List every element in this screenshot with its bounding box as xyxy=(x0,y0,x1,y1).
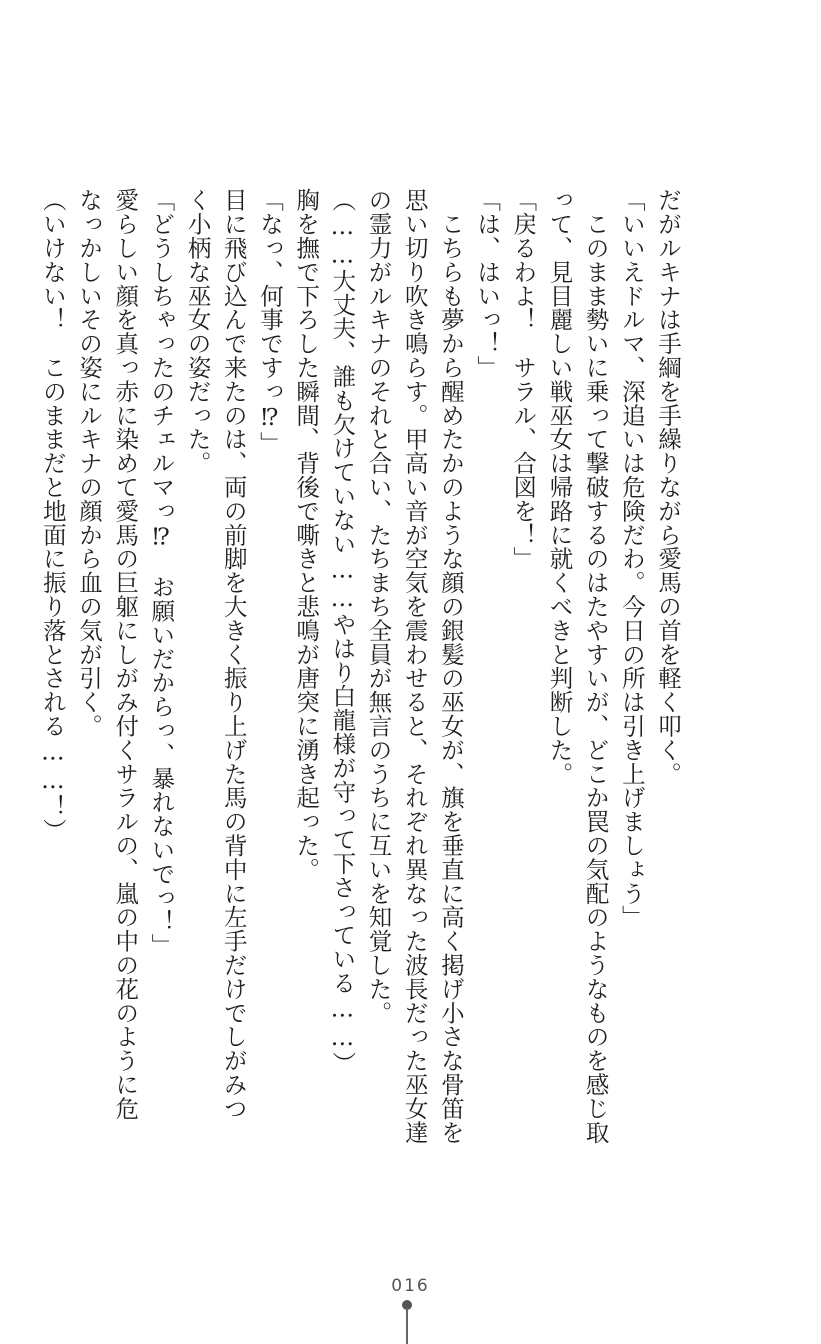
text-line: く小柄な巫女の姿だった。 xyxy=(183,188,212,475)
text-line: だがルキナは手綱を手繰りながら愛馬の首を軽く叩く。 xyxy=(654,188,682,786)
text-line: 愛らしい顔を真っ赤に染めて愛馬の巨躯にしがみ付くサラルの、嵐の中の花のように危 xyxy=(111,188,140,1121)
text-line: 「どうしちゃったのチェルマっ⁉ お願いだからっ、暴れないでっ！」 xyxy=(147,188,176,958)
text-line: 「なっ、何事ですっ⁉」 xyxy=(255,188,284,456)
text-line: なっかしいその姿にルキナの顔から血の気が引く。 xyxy=(75,188,103,738)
text-line: の霊力がルキナのそれと合い、たちまち全員が無言のうちに互いを知覚した。 xyxy=(364,188,393,1025)
page-number: 016 xyxy=(391,1276,430,1296)
folio-line-ornament xyxy=(406,1308,408,1344)
text-line: 「は、はいっ！」 xyxy=(473,188,502,380)
text-line: って、見目麗しい戦巫女は帰路に就くべきと判断した。 xyxy=(545,188,574,786)
text-line: 思い切り吹き鳴らす。甲高い音が空気を震わせると、それぞれ異なった波長だった巫女達 xyxy=(400,188,429,1144)
text-line: （いけない！ このままだと地面に振り落とされる……！） xyxy=(38,188,67,843)
text-line: 目に飛び込んで来たのは、両の前脚を大きく振り上げた馬の背中に左手だけでしがみつ xyxy=(219,188,248,1121)
text-line: 「戻るわよ！ サラル、合図を！」 xyxy=(509,188,538,571)
text-line: 胸を撫で下ろした瞬間、背後で嘶きと悲鳴が唐突に湧き起った。 xyxy=(292,188,321,882)
text-line: （……大丈夫、誰も欠けていない……やはり白龍様が守って下さっている……） xyxy=(328,188,357,1076)
vertical-text-body xyxy=(35,188,686,1248)
text-line: 「いいえドルマ、深追いは危険だわ。今日の所は引き上げましょう」 xyxy=(617,188,646,929)
text-line: このまま勢いに乗って撃破するのはたやすいが、どこか罠の気配のようなものを感じ取 xyxy=(581,188,610,1144)
text-line: こちらも夢から醒めたかのような顔の銀髪の巫女が、旗を垂直に高く掲げ小さな骨笛を xyxy=(436,188,465,1144)
